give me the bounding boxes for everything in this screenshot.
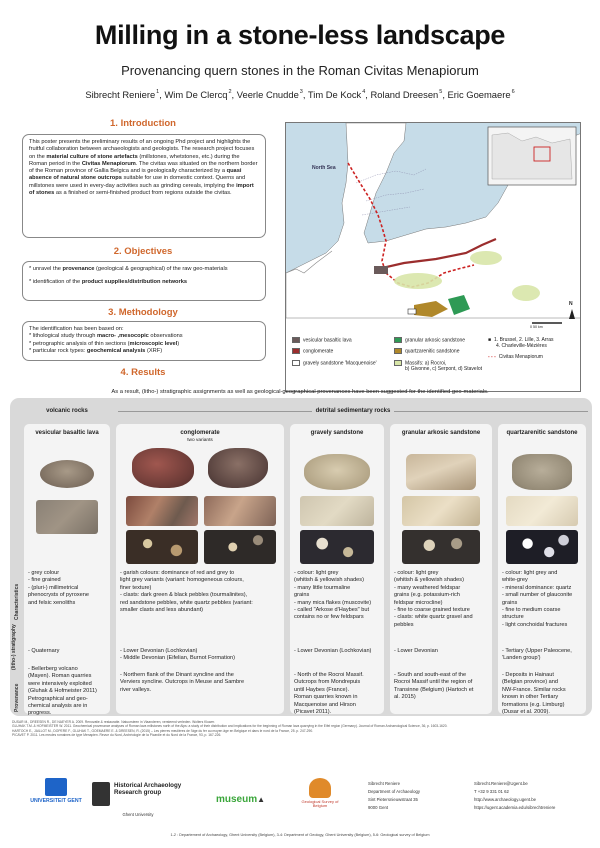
- gravely-sandstone-outcrop: [408, 309, 416, 314]
- references: DUSAR M., DREESEN R., DE NAEYER A. 2009. Renovatie & restauratie. Natuursteen in Vlaanderen, versteend verleden. Wolters Kluwer. GLUHAK T.M. & HOFMEISTER W. 2011. Geochemical provenance analyses of Roman lava millstones north of the Alps: a study of their distribution and implications for the beginning of Roman lava quarrying in the Eifel region (Germany). Journal of Roman Archaeological Science, 36, p. 1603-1620. HARTOCH E., JAILLOT M., DOPERE F., GLUHAK T., GOEMAERE E. & DREESEN, R. (2015) – Les pierres meulières de l'âge du fer au moyen âge en Belgique et dans le nord de la France, 25. p. 247-290. PICAVET P. 2011. Les meules romaines de type Menapien. Revue du Nord, Archéologie de la Picardie et du Nord de la France, 93, p. 167-226.: [12, 720, 448, 738]
- author: Tim De Kock$^4$: [307, 89, 366, 100]
- legend-item: b) Givonne, c) Serpont, d) Stavelot: [405, 365, 482, 372]
- introduction-box: This poster presents the preliminary results of an ongoing Phd project and highlights the fruitful collaboration between archaeologists and geologists. The research project focuses on the material culture of stone artefacts (millstones, whetstones, etc.) during the Roman period in the Civitas Menapiorum. The civitas was situated on the northern border of the Roman province of Gallia Belgica and is geologically characterized by a quasi absence of natural stone outcrops suitable for use in domestic context. Querns and millstones were used in every-day activities such as grinding cereals, implying the import of stones as a finished or semi-finished product from regions outside the civitas.: [22, 134, 266, 238]
- legend-item: granular arkosic sandstone: [394, 337, 484, 343]
- author: Roland Dreesen$^5$: [370, 89, 443, 100]
- group-volcanic: volcanic rocks: [46, 408, 88, 414]
- legend-swatch: [394, 337, 402, 343]
- legend-swatch: [292, 337, 300, 343]
- provenance-text: - South and south-east of the Rocroi Massif until the region of Transinne (Belgium) (Hartoch et al. 2015): [394, 672, 474, 701]
- legend-item: gravely sandstone 'Macquenoise': [292, 360, 392, 366]
- legend-item: - - - Civitas Menapiorum: [488, 354, 543, 360]
- stratigraphy-text: - Quaternary: [28, 648, 60, 654]
- objectives-box: [22, 261, 266, 301]
- map-legend-col-3: [488, 337, 580, 360]
- results-intro: As a result, (litho-) stratigraphic assignments as well as geological-geographical provenances have been suggested for the identified geo-materials.: [111, 389, 489, 395]
- methodology-item: * petrographic analysis of thin sections (microscopic level): [29, 340, 180, 347]
- thin-section-photo: [506, 530, 578, 564]
- methodology-intro: The identification has been based on:: [29, 326, 124, 332]
- massif-area: [512, 285, 540, 301]
- result-column-basalt: [24, 424, 110, 717]
- provenance-text: - Deposits in Hainaut (Belgian province) and NW-France. Similar rocks known in other Tertiary formations (e.g. Limburg) (Dusar et al. 2009).: [502, 672, 566, 715]
- author: Eric Goemaere$^6$: [447, 89, 515, 100]
- provenance-text: - North of the Rocroi Massif. Outcrops from Mondrepuis until Haybes (France). Roman quarries known in Macquenoise and Hirson (Picavet 2011).: [294, 672, 364, 715]
- mesoscopic-photo: [300, 496, 374, 526]
- characteristics-text: - colour: light grey (whitish & yellowish shades) - many little tourmaline grains - many mica flakes (muscovite) - called "Arkose d'Haybes" but contains no or few feldspars: [294, 570, 372, 621]
- ugent-logo: UNIVERSITEIT GENT: [28, 778, 84, 822]
- gsb-logo-icon: [309, 778, 331, 798]
- column-subtitle: two variants: [187, 438, 213, 443]
- introduction-heading: 1. Introduction: [110, 118, 176, 129]
- poster-title: Milling in a stone-less landscape: [94, 20, 506, 50]
- geological-survey-logo: Geological Survey of Belgium: [296, 778, 344, 818]
- provenance-text: - Northern flank of the Dinant syncline and the Verviers syncline. Outcrops in Meuse and Sambre river valleys.: [120, 672, 245, 693]
- result-column-conglomerate: [116, 424, 284, 714]
- ugent-logo-icon: [45, 778, 67, 796]
- objective-item: * unravel the provenance (geological & geographical) of the raw geo-materials: [29, 266, 228, 272]
- thin-section-photo: [204, 530, 276, 564]
- column-title: gravely sandstone: [310, 430, 364, 436]
- results-heading: 4. Results: [120, 367, 166, 378]
- legend-swatch: [394, 360, 402, 366]
- stratigraphy-text: - Tertiary (Upper Paleocene, 'Landen group'): [502, 648, 572, 662]
- mesoscopic-photo: [36, 500, 98, 534]
- specimen-photo: [132, 448, 194, 488]
- methodology-heading: 3. Methodology: [108, 307, 178, 318]
- legend-item: Massifs: a) Rocroi,: [394, 360, 484, 366]
- methodology-item: * lithological study through macro- ,mesocopic observations: [29, 333, 183, 340]
- legend-item: quartzarenitic sandstone: [394, 348, 484, 354]
- stratigraphy-text: - Lower Devonian (Lochkovian): [294, 648, 372, 654]
- methodology-box: [22, 321, 266, 361]
- objective-item: * identification of the product supplies/distribution networks: [29, 279, 188, 286]
- historical-archaeology-logo: Historical Archaeology Research group Ghent University: [92, 782, 184, 822]
- author: Sibrecht Reniere$^1$: [85, 89, 160, 100]
- mesoscopic-photo: [402, 496, 480, 526]
- provenance-text: - Bellerberg volcano (Mayen). Roman quarries were intensively exploited (Gluhak & Hofmeister 2011) Petrographical and geo- chemical analysis are in progress.: [28, 666, 97, 717]
- specimen-photo: [304, 454, 370, 490]
- sea-label: North Sea: [312, 165, 336, 171]
- characteristics-text: - garish colours: dominance of red and grey to light grey variants (variant: homogeneous colours, finer texture) - clasts: dark green & black pebbles (tourmalinites), red sandstone pebbles, white quartz pebbles (variant: smaller clasts and less abundant): [120, 570, 253, 613]
- column-title: quartzarenitic sandstone: [506, 430, 578, 436]
- scale-label: 0 50 km: [530, 325, 543, 329]
- group-detrital: detrital sedimentary rocks: [118, 408, 588, 414]
- row-label-stratigraphy: (litho-) stratigraphy: [11, 624, 17, 670]
- provenance-map: [285, 122, 581, 392]
- row-label-characteristics: Characteristics: [14, 583, 20, 620]
- legend-item: ■ 1. Brussel, 2. Lille, 3. Arras: [488, 337, 554, 343]
- result-column-quartzarenite: [498, 424, 586, 714]
- objectives-heading: 2. Objectives: [113, 246, 173, 257]
- contact-address: Sibrecht Reniere Department of Archaeology Sint Pietersnieuwstraat 35 9000 Gent: [368, 781, 421, 811]
- result-column-arkosic-sandstone: [390, 424, 492, 714]
- museum-logo: museum▲: [216, 794, 266, 805]
- basalt-outcrop: [374, 266, 388, 274]
- result-column-gravely-sandstone: [290, 424, 384, 714]
- map-legend-col-2: [394, 337, 484, 372]
- stratigraphy-text: - Lower Devonian: [394, 648, 438, 654]
- specimen-photo: [406, 454, 476, 490]
- contact-details: Sibrecht.Reniere@Ugent.be T +32 9 331 01 62 http://www.archaeology.ugent.be https://ugent.academia.edu/sibrechtreniere: [474, 781, 556, 811]
- legend-swatch: [292, 348, 300, 354]
- legend-item: conglomerate: [292, 348, 392, 354]
- legend-swatch: [292, 360, 300, 366]
- specimen-photo: [40, 460, 94, 488]
- specimen-photo: [208, 448, 268, 488]
- museum-logo-icon: ▲: [257, 795, 266, 804]
- author-list: Sibrecht Reniere$^1$, Wim De Clercq$^2$, Veerle Cnudde$^3$, Tim De Kock$^4$, Roland Dreesen$^5$, Eric Goemaere$^6$: [85, 89, 515, 100]
- mesoscopic-photo: [506, 496, 578, 526]
- north-label: N: [569, 301, 573, 307]
- massif-area: [394, 273, 442, 289]
- column-title: conglomerate: [180, 430, 220, 436]
- map-legend-col-1: [292, 337, 392, 366]
- legend-swatch: [394, 348, 402, 354]
- characteristics-text: - colour: light grey (whitish & yellowish shades) - many weathered feldspar grains (e.g. potassium-rich feldspar microcline) - fine to coarse grained texture - clasts: white quartz gravel and pebbles: [394, 570, 473, 628]
- massif-area: [470, 251, 502, 265]
- column-title: vesicular basaltic lava: [35, 430, 99, 436]
- stratigraphy-text: - Lower Devonian (Lochkovian) - Middle Devonian (Eifelian, Burnot Formation): [120, 648, 236, 662]
- ruin-icon: [92, 782, 110, 806]
- affiliations: 1-2 : Departement of Archaeology, Ghent University (Belgium), 3-4: Department of Geology, Ghent University (Belgium), 5-6: Geological survey of Belgium: [170, 833, 430, 837]
- poster-subtitle: Provenancing quern stones in the Roman Civitas Menapiorum: [121, 63, 479, 78]
- methodology-item: * particular rock types: geochemical analysis (XRF): [29, 347, 163, 354]
- specimen-photo: [512, 454, 572, 490]
- characteristics-text: - grey colour - fine grained - (pluri-) millimetrical phenocrysts of pyroxene and felsic xenoliths: [28, 570, 89, 606]
- thin-section-photo: [300, 530, 374, 564]
- column-title: granular arkosic sandstone: [401, 430, 481, 436]
- thin-section-photo: [126, 530, 198, 564]
- legend-item: vesicular basaltic lava: [292, 337, 392, 343]
- row-label-provenance: Provenance: [14, 683, 20, 712]
- mesoscopic-photo: [204, 496, 276, 526]
- thin-section-photo: [402, 530, 480, 564]
- characteristics-text: - colour: light grey and white-grey - mineral dominance: quartz - small number of glauconite grains - fine to medium coarse structure - light conchoidal fractures: [502, 570, 573, 628]
- author: Veerle Cnudde$^3$: [236, 89, 303, 100]
- legend-item: 4. Charleville-Mézières: [496, 343, 547, 349]
- author: Wim De Clercq$^2$: [164, 89, 232, 100]
- mesoscopic-photo: [126, 496, 198, 526]
